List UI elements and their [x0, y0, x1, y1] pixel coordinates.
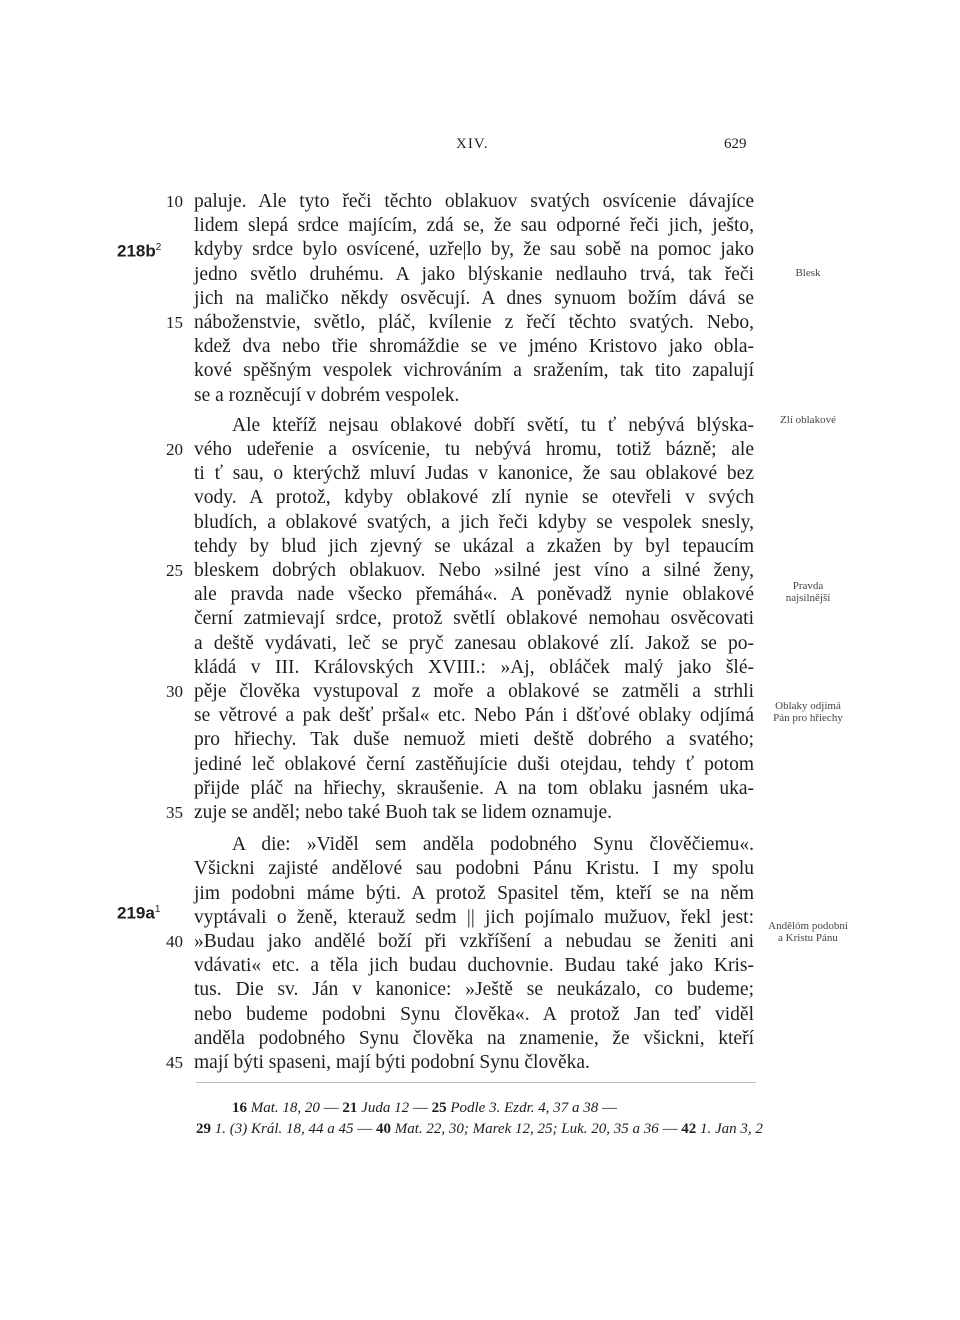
text-line: ale pravda nade všecko přemáhá«. A poněvadž nynie oblakové	[194, 584, 754, 605]
footnote-reference: 1. Jan 3, 2	[700, 1121, 763, 1137]
margin-note-line: Pravda	[792, 580, 824, 592]
text-line: bleskem dobrých oblakuov. Nebo »silné jest víno a silné ženy,	[194, 560, 754, 581]
margin-note	[760, 267, 856, 279]
text-line: kové spěšným vespolek vichrováním a sražením, tak tito zapalují	[194, 360, 754, 381]
text-line: kdyby srdce bylo osvícené, uzře|lo by, že sau sobě na pomoc jako	[194, 239, 754, 260]
text-line: tus. Die sv. Ján v kanonice: »Ještě se neukázalo, co budeme;	[194, 979, 754, 1000]
footnote-reference: 1. (3) Král. 18, 44 a 45	[214, 1121, 354, 1137]
line-number: 15	[166, 313, 183, 332]
margin-note	[760, 414, 856, 426]
margin-note-line: Zlí oblakové	[780, 414, 836, 426]
text-line: lidem slepá srdce majícím, zdá se, že sau odporné řeči jich, ješto,	[194, 215, 754, 236]
footnote-number: 16	[232, 1100, 247, 1116]
text-line: přijde pláč na hřiechy, skraušenie. A na tom oblaku jasném uka-	[194, 778, 754, 799]
folio-side: 2	[155, 242, 162, 253]
margin-note	[760, 700, 856, 724]
text-line: ti ť sau, o kterýchž mluví Judas v kanonice, že sau oblakové bez	[194, 463, 754, 484]
text-line: černí zatmievají srdce, protož světlí oblakové nemohau osvěcovati	[194, 608, 754, 629]
footnote-number: 40	[376, 1121, 391, 1137]
margin-note-line: Blesk	[795, 267, 821, 279]
footnote-number: 25	[431, 1100, 447, 1116]
text-line: náboženstvie, světlo, pláč, kvílenie z řečí těchto svatých. Nebo,	[194, 312, 754, 333]
text-line: kládá v III. Královských XVIII.: »Aj, obláček malý jako šlé-	[194, 657, 754, 678]
text-line: Všickni zajisté andělové sau podobni Pánu Kristu. I my spolu	[194, 858, 754, 879]
text-line: vdávati« etc. a těla jich budau duchovnie. Budau také jako Kris-	[194, 955, 754, 976]
margin-note-line: a Kristu Pánu	[778, 932, 838, 944]
margin-note-line: najsilnější	[785, 592, 831, 604]
text-line: jedno světlo druhému. A jako blýskanie nedlauho trvá, tak řeči	[194, 264, 754, 285]
text-line: mají býti spaseni, mají býti podobní Synu člověka.	[194, 1052, 590, 1073]
text-line: jim podobni máme býti. A protož Spasitel těm, kteří se na něm	[194, 883, 754, 904]
text-line: nebo budeme podobni Synu člověka«. A protož Jan teď viděl	[194, 1004, 754, 1025]
line-number: 25	[166, 561, 183, 580]
page-number: 629	[724, 136, 747, 152]
text-line: vyptávali o ženě, kterauž sedm || jich pojímalo mužuov, řekl jest:	[194, 907, 754, 928]
text-line: jich na maličko někdy osvěcují. A dnes synuom božím dává se	[194, 288, 754, 309]
line-number: 20	[166, 440, 183, 459]
text-line: vody. A protož, kdyby oblakové zlí nynie se otevřeli v svých	[194, 487, 754, 508]
footnote-number: 42	[681, 1121, 697, 1137]
folio-label: 219a	[117, 903, 155, 923]
text-line: se a rozněcují v dobrém vespolek.	[194, 385, 460, 406]
running-header	[0, 136, 960, 160]
footnote-reference: Mat. 22, 30; Marek 12, 25; Luk. 20, 35 a 36	[394, 1121, 659, 1137]
chapter-heading: XIV.	[456, 136, 489, 152]
text-line: pěje člověka vystupoval z moře a oblakové se zatměli a strhli	[194, 681, 754, 702]
line-number: 40	[166, 932, 183, 951]
footnote-number: 21	[342, 1100, 358, 1116]
footnote-number: 29	[196, 1121, 211, 1137]
text-line: tehdy by blud jich zjevný se ukázal a zkažen by byl tepaucím	[194, 536, 754, 557]
line-number: 30	[166, 682, 183, 701]
footnote-line: 16 Mat. 18, 20 — 21 Juda 12 — 25 Podle 3. Ezdr. 4, 37 a 38 —	[232, 1100, 618, 1116]
text-line: zuje se anděl; nebo také Buoh tak se lidem oznamuje.	[194, 802, 613, 823]
folio-marker	[117, 236, 161, 264]
text-line: bludích, a oblakové svatých, a jich řeči kdyby se vespolek snesly,	[194, 512, 754, 533]
folio-label: 218b	[117, 241, 156, 261]
margin-note	[760, 920, 856, 944]
text-line: A die: »Viděl sem anděla podobného Synu člověčiemu«.	[232, 834, 754, 855]
text-line: jediné leč oblakové černí zastěňujície duši otejdau, tehdy ť potom	[194, 754, 754, 775]
footnote-divider	[196, 1082, 756, 1083]
line-number: 10	[166, 192, 183, 211]
footnote-reference: Podle 3. Ezdr. 4, 37 a 38	[450, 1100, 599, 1116]
text-line: Ale kteříž nejsau oblakové dobří světí, tu ť nebývá blýska-	[232, 415, 754, 436]
line-number: 45	[166, 1053, 183, 1072]
line-number: 35	[166, 803, 183, 822]
text-line: »Budau jako andělé boží při vzkříšení a nebudau se ženiti ani	[194, 931, 754, 952]
text-line: anděla podobného Synu člověka na znamenie, že všickni, kteří	[194, 1028, 754, 1049]
text-line: pro hřiechy. Tak duše nemuož mieti deště dobrého a svatého;	[194, 729, 754, 750]
text-line: paluje. Ale tyto řeči těchto oblakuov svatých osvícenie dávajíce	[194, 191, 754, 212]
footnote-reference: Juda 12	[361, 1100, 410, 1116]
margin-note-line: Pán pro hřiechy	[773, 712, 843, 724]
text-line: a deště vydávati, leč se pryč zanesau oblakové zlí. Jakož se po-	[194, 633, 754, 654]
text-line: se větrové a pak dešť pršal« etc. Nebo Pán i dšťové oblaky odjímá	[194, 705, 754, 726]
text-line: vého udeřenie a osvícenie, tu nebývá hromu, totiž bázně; ale	[194, 439, 754, 460]
text-line: kdež dva nebo třie shromáždie se ve jméno Kristovo jako obla-	[194, 336, 754, 357]
folio-side: 1	[154, 904, 161, 915]
footnote-line: 29 1. (3) Král. 18, 44 a 45 — 40 Mat. 22, 30; Marek 12, 25; Luk. 20, 35 a 36 — 42 1. Jan 3, 2	[196, 1121, 763, 1137]
margin-note-line: Andělóm podobni	[768, 920, 848, 932]
folio-marker	[117, 898, 160, 926]
footnote-reference: Mat. 18, 20	[250, 1100, 320, 1116]
margin-note-line: Oblaky odjímá	[775, 700, 841, 712]
margin-note	[760, 580, 856, 604]
